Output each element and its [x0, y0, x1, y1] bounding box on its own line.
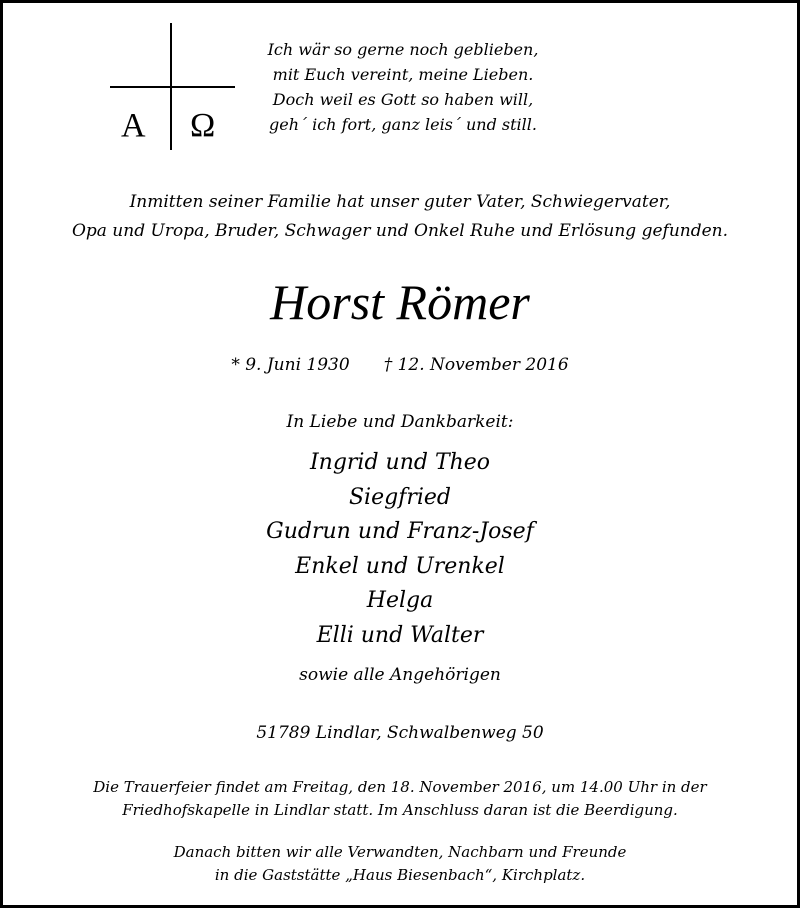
mourner-item: Elli und Walter — [316, 622, 484, 648]
gratitude-heading: In Liebe und Dankbarkeit: — [286, 412, 514, 432]
birth-date: * 9. Juni 1930 — [231, 355, 350, 375]
invite-line: in die Gaststätte „Haus Biesenbach“, Kirchplatz. — [214, 866, 586, 884]
mourner-item: Helga — [366, 588, 434, 613]
service-line: Friedhofskapelle in Lindlar statt. Im Anschluss daran ist die Beerdigung. — [122, 801, 678, 819]
omega-symbol: Ω — [190, 107, 216, 144]
poem-line: Ich wär so gerne noch geblieben, — [267, 40, 539, 59]
mourner-item: Siegfried — [348, 484, 451, 510]
intro-text — [3, 188, 797, 246]
mourners-list — [3, 446, 797, 653]
mourner-item: Gudrun und Franz-Josef — [266, 519, 534, 544]
mourner-item: Ingrid und Theo — [309, 450, 491, 475]
intro-line: Inmitten seiner Familie hat unser guter Vater, Schwiegervater, — [129, 192, 671, 212]
alpha-symbol: Α — [121, 107, 146, 144]
poem — [258, 37, 548, 137]
poem-line: mit Euch vereint, meine Lieben. — [272, 65, 534, 84]
deceased-name: Horst Römer — [270, 274, 530, 330]
invite-line: Danach bitten wir alle Verwandten, Nachbarn und Freunde — [173, 843, 627, 861]
mourner-item: Enkel und Urenkel — [295, 553, 505, 579]
address: 51789 Lindlar, Schwalbenweg 50 — [256, 723, 544, 743]
reception-invitation — [3, 841, 797, 887]
intro-line: Opa und Uropa, Bruder, Schwager und Onkel Ruhe und Erlösung gefunden. — [71, 221, 729, 241]
life-dates — [3, 353, 797, 377]
funeral-service-info — [3, 776, 797, 822]
relatives-line: sowie alle Angehörigen — [299, 665, 501, 685]
cross-horizontal-bar — [110, 86, 235, 88]
poem-line: Doch weil es Gott so haben will, — [272, 90, 534, 109]
poem-line: geh´ ich fort, ganz leis´ und still. — [269, 115, 537, 134]
death-date: † 12. November 2016 — [383, 355, 569, 375]
service-line: Die Trauerfeier findet am Freitag, den 18. November 2016, um 14.00 Uhr in der — [93, 778, 707, 796]
